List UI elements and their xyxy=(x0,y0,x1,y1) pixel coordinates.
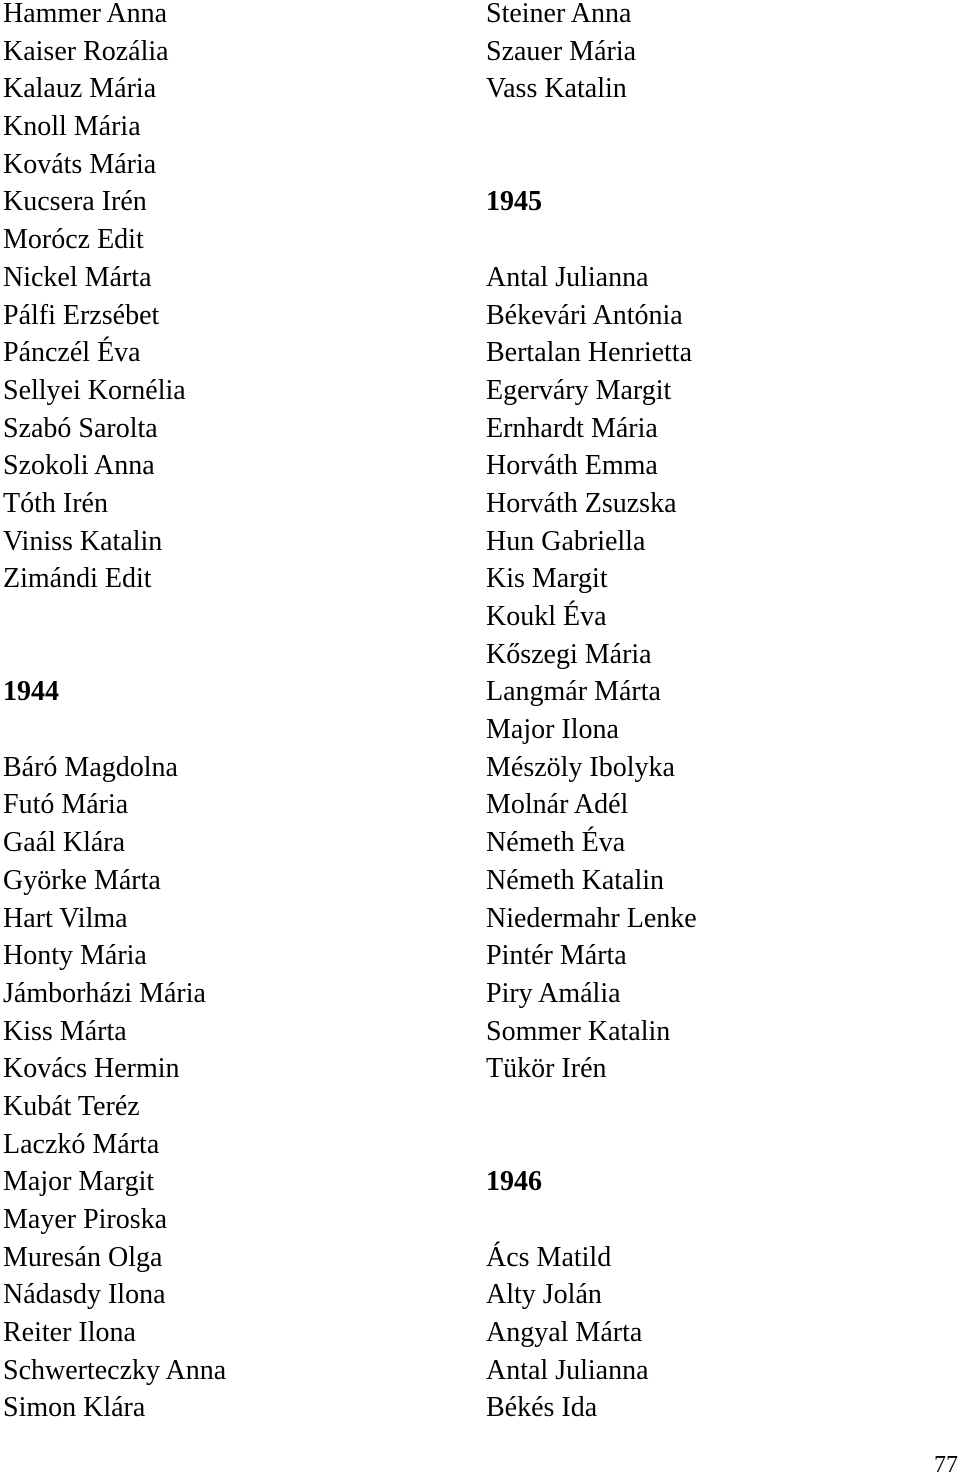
name-entry: Horváth Zsuzska xyxy=(486,487,677,519)
blank-line xyxy=(486,113,946,151)
name-entry: Simon Klára xyxy=(3,1392,146,1424)
name-entry: Angyal Márta xyxy=(486,1317,643,1349)
name-entry: Szauer Mária xyxy=(486,35,637,67)
name-entry: Pánczél Éva xyxy=(3,337,141,369)
name-entry: Nickel Márta xyxy=(3,261,152,293)
name-entry: Kovács Hermin xyxy=(3,1053,180,1085)
blank-line xyxy=(3,716,473,754)
name-entry: Kaiser Rozália xyxy=(3,35,169,67)
blank-line xyxy=(486,226,946,264)
name-entry: Antal Julianna xyxy=(486,261,649,293)
name-entry: Hart Vilma xyxy=(3,902,128,934)
name-entry: Mayer Piroska xyxy=(3,1204,168,1235)
name-entry: Sommer Katalin xyxy=(486,1015,671,1047)
year-heading: 1944 xyxy=(3,676,59,708)
name-entry: Muresán Olga xyxy=(3,1241,163,1273)
blank-line xyxy=(486,1131,946,1169)
year-heading: 1945 xyxy=(486,186,542,218)
name-entry: Hammer Anna xyxy=(3,0,168,29)
name-entry: Kubát Teréz xyxy=(3,1090,140,1122)
name-entry: Major Ilona xyxy=(486,714,619,746)
name-entry: Alty Jolán xyxy=(486,1279,602,1311)
name-entry: Kiss Márta xyxy=(3,1015,127,1047)
name-entry: Báró Magdolna xyxy=(3,751,178,783)
name-entry: Koukl Éva xyxy=(486,601,607,632)
name-entry: Kis Margit xyxy=(486,563,608,595)
name-entry: Békevári Antónia xyxy=(486,299,683,331)
blank-line xyxy=(486,151,946,189)
name-entry: Antal Julianna xyxy=(486,1354,649,1386)
name-entry: Piry Amália xyxy=(486,977,621,1009)
right-name-column xyxy=(486,0,946,1432)
name-entry: Nádasdy Ilona xyxy=(3,1279,166,1311)
name-entry: Pálfi Erzsébet xyxy=(3,299,160,331)
name-entry: Molnár Adél xyxy=(486,789,629,821)
name-entry: Kőszegi Mária xyxy=(486,638,652,670)
name-entry: Ernhardt Mária xyxy=(486,412,658,444)
name-entry: Hun Gabriella xyxy=(486,525,646,557)
name-entry: Major Margit xyxy=(3,1166,155,1198)
name-entry: Viniss Katalin xyxy=(3,525,163,557)
name-entry: Niedermahr Lenke xyxy=(486,902,697,934)
name-entry: Knoll Mária xyxy=(3,111,141,143)
name-entry: Horváth Emma xyxy=(486,450,658,482)
name-entry: Vass Katalin xyxy=(486,73,627,105)
name-entry: Szabó Sarolta xyxy=(3,412,158,444)
name-entry: Kalauz Mária xyxy=(3,73,157,105)
name-entry: Zimándi Edit xyxy=(3,563,152,595)
name-entry: Egerváry Margit xyxy=(486,374,672,406)
name-entry: Futó Mária xyxy=(3,789,129,821)
year-heading: 1946 xyxy=(486,1166,542,1198)
blank-line xyxy=(3,603,473,641)
name-entry: Németh Katalin xyxy=(486,864,665,896)
name-entry: Bertalan Henrietta xyxy=(486,337,693,369)
name-entry: Kucsera Irén xyxy=(3,186,147,218)
name-entry: Laczkó Márta xyxy=(3,1128,160,1160)
name-entry: Ács Matild xyxy=(486,1241,612,1273)
name-entry: Honty Mária xyxy=(3,940,147,972)
name-entry: Jámborházi Mária xyxy=(3,977,206,1009)
name-entry: Mészöly Ibolyka xyxy=(486,751,675,783)
page-number: 77 xyxy=(934,1452,958,1478)
blank-line xyxy=(486,1206,946,1244)
name-entry: Györke Márta xyxy=(3,864,161,896)
left-name-column xyxy=(3,0,473,1432)
name-entry: Békés Ida xyxy=(486,1392,598,1424)
blank-line xyxy=(486,1093,946,1131)
name-entry: Langmár Márta xyxy=(486,676,661,708)
name-entry: Reiter Ilona xyxy=(3,1317,136,1349)
name-entry: Gaál Klára xyxy=(3,827,126,859)
name-entry: Tóth Irén xyxy=(3,487,108,519)
name-entry: Kováts Mária xyxy=(3,148,157,180)
blank-line xyxy=(3,641,473,679)
name-entry: Sellyei Kornélia xyxy=(3,374,186,406)
name-entry: Schwerteczky Anna xyxy=(3,1354,227,1386)
name-entry: Szokoli Anna xyxy=(3,450,155,482)
name-entry: Morócz Edit xyxy=(3,224,144,256)
name-entry: Tükör Irén xyxy=(486,1053,607,1085)
name-entry: Steiner Anna xyxy=(486,0,632,29)
name-entry: Németh Éva xyxy=(486,827,626,859)
name-entry: Pintér Márta xyxy=(486,940,627,972)
